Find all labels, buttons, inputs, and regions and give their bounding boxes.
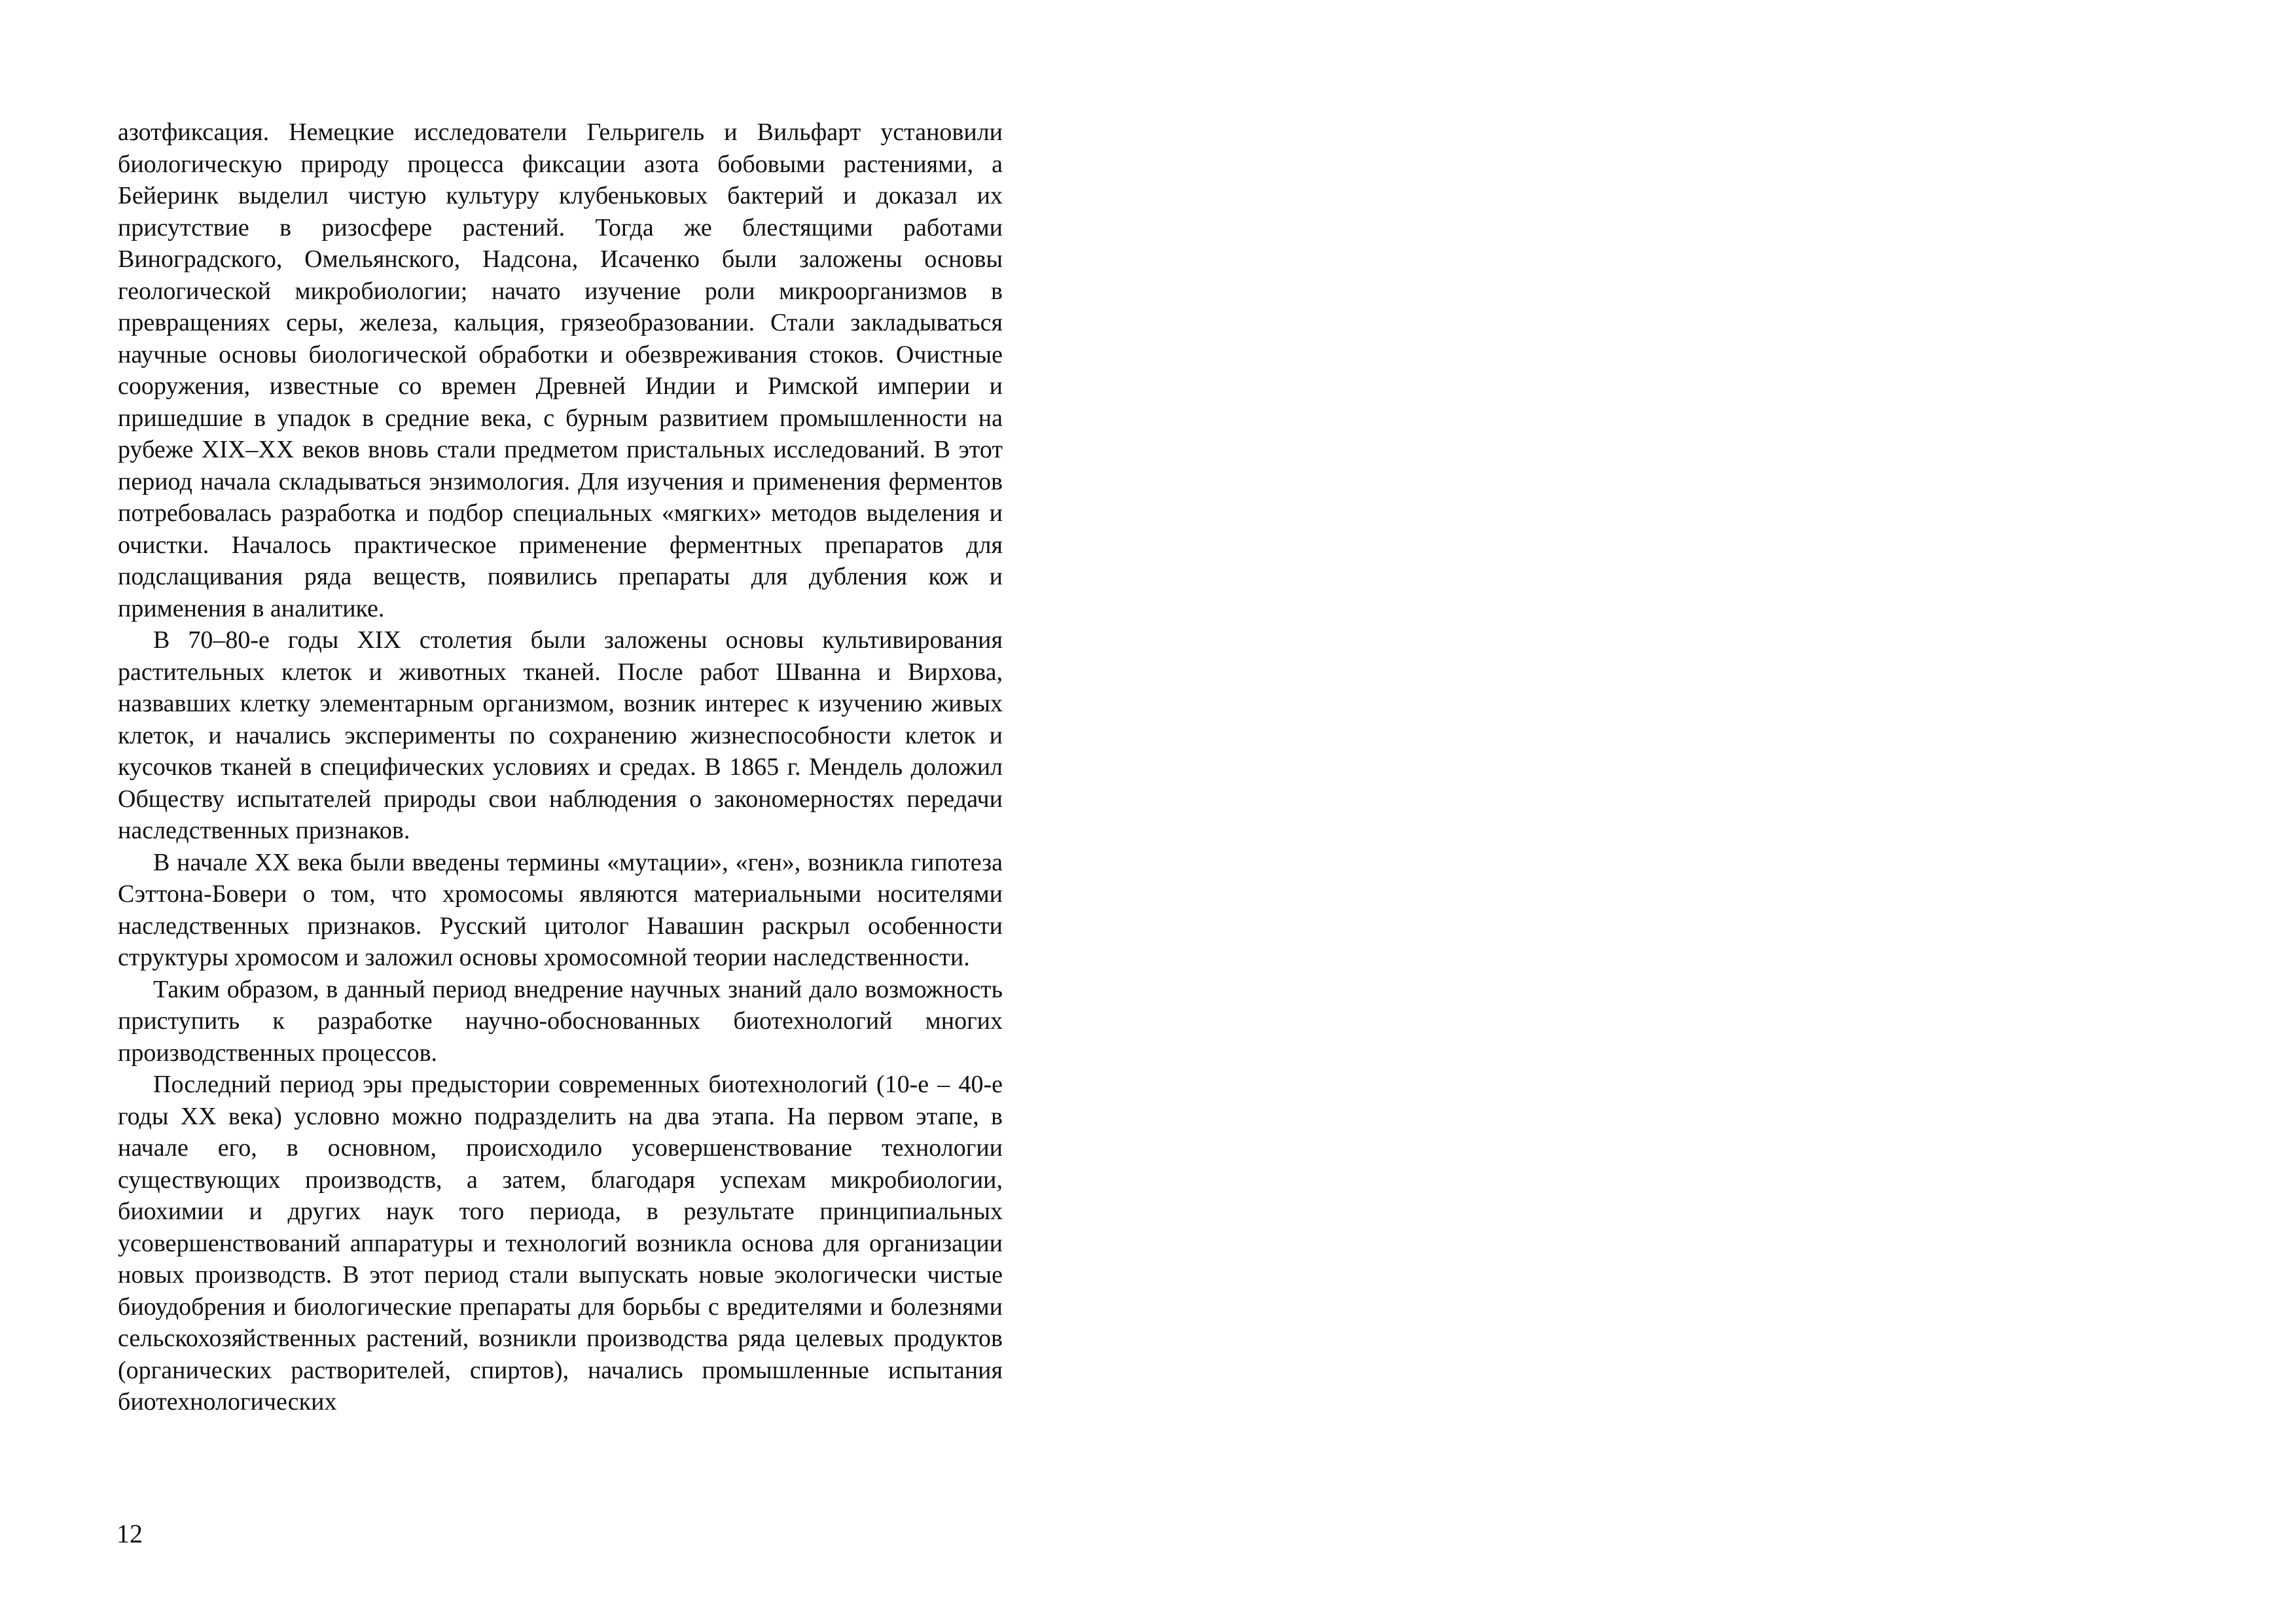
paragraph-last-period: Последний период эры предыстории современных биотехнологий (10-е – 40-е годы XX века) условно можно подразделить на два этапа. На первом этапе, в начале его, в основном, происходило усовершенствование технологии существующих производств, а затем, благодаря успехам микробиологии, биохимии и других наук того периода, в результате принципиальных усовершенствований аппаратуры и технологий возникла основа для организации новых производств. В этот период стали выпускать новые экологически чистые биоудобрения и биологические препараты для борьбы с вредителями и болезнями сельскохозяйственных растений, возникли производства ряда целевых продуктов (органических растворителей, спиртов), начались промышленные испытания биотехнологических xyxy=(118,1071,1003,1416)
body-text xyxy=(118,116,1003,1418)
page-number: 12 xyxy=(117,1519,143,1548)
paragraph-cell-cultures: В 70–80-е годы XIX столетия были заложены основы культивирования растительных клеток и животных тканей. После работ Шванна и Вирхова, назвавших клетку элементарным организмом, возник интерес к изучению живых клеток, и начались эксперименты по сохранению жизнеспособности клеток и кусочков тканей в специфических условиях и средах. В 1865 г. Мендель доложил Обществу испытателей природы свои наблюдения о закономерностях передачи наследственных признаков. xyxy=(118,626,1003,844)
paragraph-conclusion: Таким образом, в данный период внедрение научных знаний дало возможность приступить к разработке научно-обоснованных биотехнологий многих производственных процессов. xyxy=(118,975,1003,1067)
paragraph-genetics: В начале XX века были введены термины «мутации», «ген», возникла гипотеза Сэттона-Бовери о том, что хромосомы являются материальными носителями наследственных признаков. Русский цитолог Навашин раскрыл особенности структуры хромосом и заложил основы хромосомной теории наследственности. xyxy=(118,848,1003,971)
paragraph-continuation: азотфиксация. Немецкие исследователи Гельригель и Вильфарт установили биологическую природу процесса фиксации азота бобовыми растениями, а Бейеринк выделил чистую культуру клубеньковых бактерий и доказал их присутствие в ризосфере растений. Тогда же блестящими работами Виноградского, Омельянского, Надсона, Исаченко были заложены основы геологической микробиологии; начато изучение роли микроорганизмов в превращениях серы, железа, кальция, грязеобразовании. Стали закладываться научные основы биологической обработки и обезвреживания стоков. Очистные сооружения, известные со времен Древней Индии и Римской империи и пришедшие в упадок в средние века, с бурным развитием промышленности на рубеже XIX–XX веков вновь стали предметом пристальных исследований. В этот период начала складываться энзимология. Для изучения и применения ферментов потребовалась разработка и подбор специальных «мягких» методов выделения и очистки. Началось практическое применение ферментных препаратов для подслащивания ряда веществ, появились препараты для дубления кож и применения в аналитике. xyxy=(118,118,1003,622)
